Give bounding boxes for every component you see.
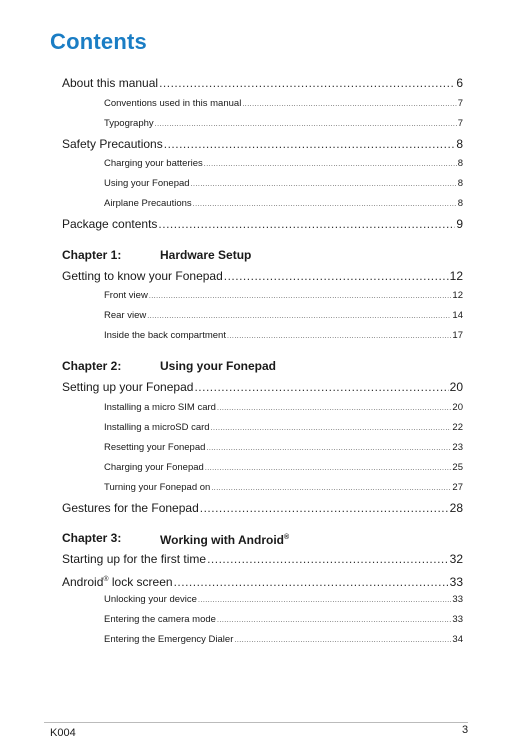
toc-entry[interactable]: Resetting your Fonepad ..... 23	[62, 438, 463, 458]
leader-dots	[159, 73, 455, 94]
toc-entry[interactable]: Entering the Emergency Dialer ..... 34	[62, 630, 463, 650]
leader-dots	[206, 439, 451, 459]
toc-entry[interactable]: Safety Precautions ..... 8	[62, 134, 463, 155]
leader-dots	[227, 327, 451, 347]
chapter-heading: Chapter 3: Working with Android®	[62, 531, 290, 547]
leader-dots	[205, 459, 452, 479]
leader-dots	[224, 266, 449, 287]
leader-dots	[204, 155, 457, 175]
table-of-contents	[62, 73, 463, 650]
toc-entry[interactable]: Charging your Fonepad ..... 25	[62, 458, 463, 478]
toc-entry[interactable]: Inside the back compartment ..... 17	[62, 326, 463, 346]
footer-divider	[44, 722, 468, 723]
toc-entry[interactable]: Starting up for the first time ..... 32	[62, 549, 463, 570]
leader-dots	[217, 399, 451, 419]
leader-dots	[147, 307, 451, 327]
leader-dots	[200, 498, 449, 519]
leader-dots	[198, 591, 451, 611]
toc-entry[interactable]: Gestures for the Fonepad ..... 28	[62, 498, 463, 519]
toc-entry[interactable]: Unlocking your device ..... 33	[62, 590, 463, 610]
leader-dots	[194, 377, 448, 398]
toc-entry[interactable]: Rear view ..... 14	[62, 306, 463, 326]
leader-dots	[242, 95, 456, 115]
toc-entry[interactable]: Android® lock screen ..... 33	[62, 570, 463, 591]
chapter-heading: Chapter 2: Using your Fonepad	[62, 359, 277, 373]
toc-entry[interactable]: Charging your batteries ..... 8	[62, 154, 463, 174]
leader-dots	[158, 214, 455, 235]
leader-dots	[207, 549, 449, 570]
leader-dots	[149, 287, 452, 307]
leader-dots	[164, 134, 456, 155]
toc-entry[interactable]: Entering the camera mode ..... 33	[62, 610, 463, 630]
page-title: Contents	[50, 29, 147, 54]
toc-entry[interactable]: Installing a microSD card ..... 22	[62, 418, 463, 438]
leader-dots	[217, 611, 451, 631]
leader-dots	[211, 479, 451, 499]
toc-entry[interactable]: Front view ..... 12	[62, 286, 463, 306]
toc-entry[interactable]: Getting to know your Fonepad ..... 12	[62, 266, 463, 287]
leader-dots	[174, 572, 449, 593]
chapter-heading: Chapter 1: Hardware Setup	[62, 247, 252, 262]
footer-model: K004	[50, 727, 76, 739]
leader-dots	[193, 195, 457, 215]
toc-entry[interactable]: Conventions used in this manual ..... 7	[62, 94, 463, 114]
footer-page-number: 3	[462, 724, 469, 736]
leader-dots	[234, 631, 451, 651]
toc-entry[interactable]: About this manual ..... 6	[62, 73, 463, 94]
leader-dots	[211, 419, 452, 439]
leader-dots	[155, 115, 457, 135]
leader-dots	[191, 175, 457, 195]
toc-entry[interactable]: Using your Fonepad ..... 8	[62, 174, 463, 194]
toc-entry[interactable]: Turning your Fonepad on ..... 27	[62, 478, 463, 498]
toc-entry[interactable]: Setting up your Fonepad ..... 20	[62, 377, 463, 398]
toc-entry[interactable]: Installing a micro SIM card ..... 20	[62, 398, 463, 418]
toc-entry[interactable]: Package contents ..... 9	[62, 214, 463, 235]
toc-entry[interactable]: Airplane Precautions ..... 8	[62, 194, 463, 214]
toc-entry[interactable]: Typography ..... 7	[62, 114, 463, 134]
